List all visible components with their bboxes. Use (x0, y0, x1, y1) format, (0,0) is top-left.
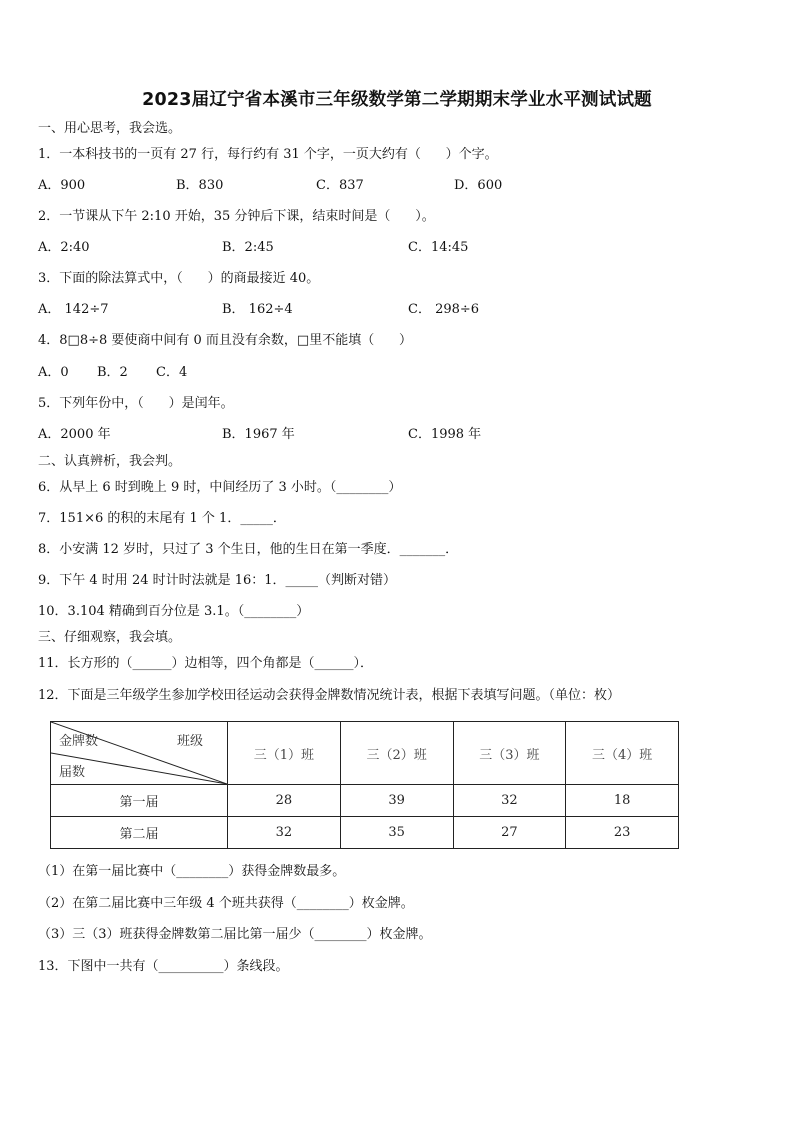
question-6: 6．从早上 6 时到晚上 9 时，中间经历了 3 小时。（________） (38, 480, 402, 495)
q1-option-b: B．830 (176, 178, 224, 193)
q1-option-c: C．837 (316, 178, 364, 193)
table-cell: 32 (228, 817, 341, 849)
question-12: 12．下面是三年级学生参加学校田径运动会获得金牌数情况统计表，根据下表填写问题。（单位：枚） (38, 688, 621, 703)
q3-option-a: A． 142÷7 (38, 302, 109, 317)
gold-medal-table (50, 721, 679, 849)
question-4: 4．8□8÷8 要使商中间有 0 而且没有余数，□里不能填（ ） (38, 333, 413, 348)
corner-label-class: 班级 (177, 734, 204, 749)
table-cell: 39 (340, 785, 453, 817)
column-header: 三（1）班 (228, 722, 341, 785)
table-row (51, 785, 679, 817)
question-12-part-1: （1）在第一届比赛中（________）获得金牌数最多。 (38, 864, 346, 879)
table-cell: 32 (453, 785, 566, 817)
question-11: 11．长方形的（______）边相等，四个角都是（______）． (38, 656, 374, 671)
section-heading-judge: 二、认真辨析，我会判。 (38, 454, 182, 469)
table-row (51, 817, 679, 849)
question-5: 5．下列年份中，（ ）是闰年。 (38, 396, 234, 411)
section-heading-fill: 三、仔细观察，我会填。 (38, 630, 182, 645)
table-cell: 27 (453, 817, 566, 849)
column-header: 三（2）班 (340, 722, 453, 785)
question-3: 3．下面的除法算式中，（ ）的商最接近 40。 (38, 271, 320, 286)
table-cell: 18 (566, 785, 679, 817)
q2-option-b: B．2:45 (222, 240, 274, 255)
row-label: 第一届 (51, 785, 228, 817)
corner-label-session: 届数 (59, 765, 86, 780)
q5-option-b: B．1967 年 (222, 427, 295, 442)
question-12-part-2: （2）在第二届比赛中三年级 4 个班共获得（________）枚金牌。 (38, 896, 414, 911)
table-corner-cell (51, 722, 228, 785)
question-12-part-3: （3）三（3）班获得金牌数第二届比第一届少（________）枚金牌。 (38, 927, 432, 942)
question-10: 10．3.104 精确到百分位是 3.1。（________） (38, 604, 310, 619)
question-2: 2．一节课从下午 2:10 开始，35 分钟后下课，结束时间是（ ）。 (38, 209, 435, 224)
q4-option-b: B．2 (97, 365, 128, 380)
q3-option-b: B． 162÷4 (222, 302, 293, 317)
table-header-row (51, 722, 679, 785)
section-heading-choice: 一、用心思考，我会选。 (38, 121, 182, 136)
column-header: 三（3）班 (453, 722, 566, 785)
table-cell: 23 (566, 817, 679, 849)
question-13: 13．下图中一共有（__________）条线段。 (38, 959, 289, 974)
q1-option-a: A．900 (38, 178, 86, 193)
corner-label-gold-medals: 金牌数 (59, 734, 99, 749)
q5-option-a: A．2000 年 (38, 427, 111, 442)
q4-option-c: C．4 (156, 365, 188, 380)
question-7: 7．151×6 的积的末尾有 1 个 1．_____． (38, 511, 286, 526)
question-9: 9．下午 4 时用 24 时计时法就是 16：1．_____（判断对错） (38, 573, 397, 588)
table-cell: 28 (228, 785, 341, 817)
page-title: 2023届辽宁省本溪市三年级数学第二学期期末学业水平测试试题 (142, 90, 652, 110)
question-1: 1．一本科技书的一页有 27 行，每行约有 31 个字，一页大约有（ ）个字。 (38, 147, 498, 162)
column-header: 三（4）班 (566, 722, 679, 785)
q1-option-d: D．600 (454, 178, 503, 193)
table-cell: 35 (340, 817, 453, 849)
q2-option-a: A．2:40 (38, 240, 90, 255)
question-8: 8．小安满 12 岁时，只过了 3 个生日，他的生日在第一季度．_______． (38, 542, 459, 557)
q3-option-c: C． 298÷6 (408, 302, 480, 317)
q4-option-a: A．0 (38, 365, 69, 380)
q5-option-c: C．1998 年 (408, 427, 482, 442)
row-label: 第二届 (51, 817, 228, 849)
q2-option-c: C．14:45 (408, 240, 469, 255)
